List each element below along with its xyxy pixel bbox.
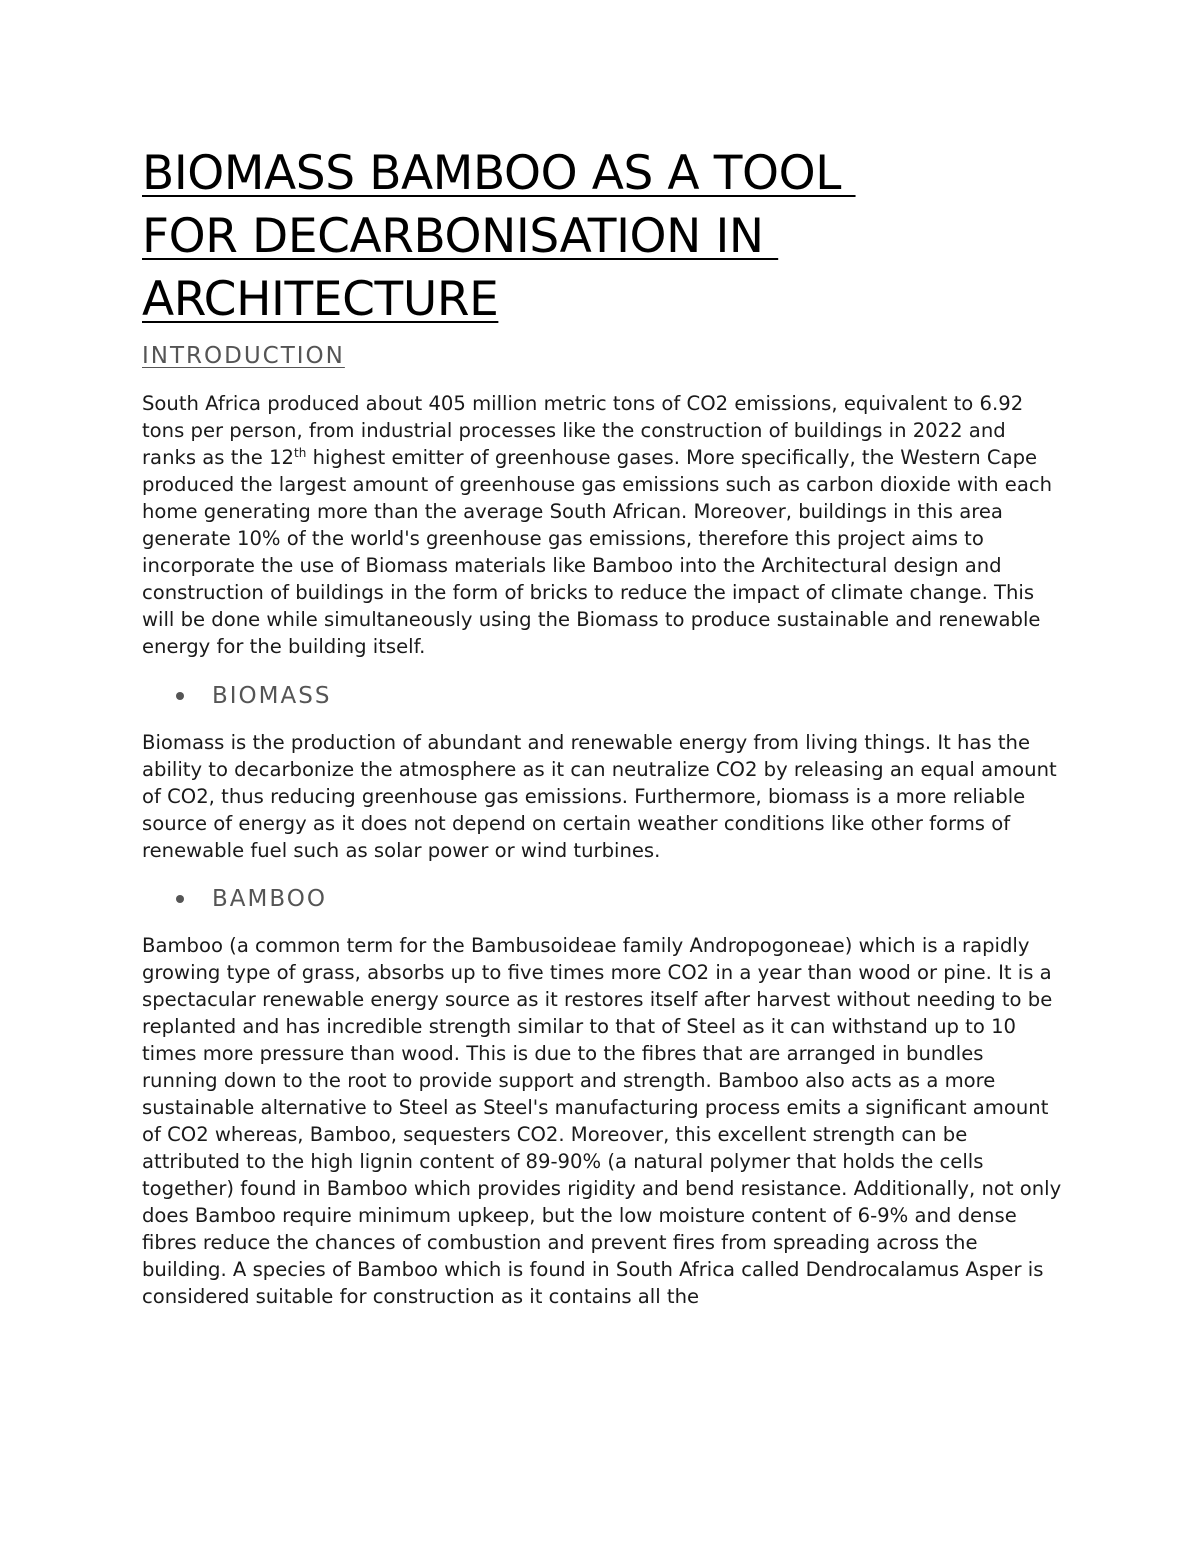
document-title [142, 142, 1062, 331]
bullet-icon [176, 895, 184, 903]
ordinal-superscript: th [294, 446, 307, 460]
biomass-paragraph: Biomass is the production of abundant and renewable energy from living things. It has the ability to decarbonize the atmosphere as it can neutralize CO2 by releasing an equal amount of CO2, thus reducing greenhouse gas emissions. Furthermore, biomass is a more reliable source of energy as it does not depend on certain weather conditions like other forms of renewable fuel such as solar power or wind turbines. [142, 731, 1057, 862]
title-line-1: BIOMASS BAMBOO AS A TOOL [142, 146, 856, 201]
biomass-heading [142, 681, 1062, 711]
introduction-paragraph [142, 390, 1062, 660]
introduction-text-part-1: South Africa produced about 405 million metric tons of CO2 emissions, equivalent to 6.92 tons per person, from industrial processes like the construction of buildings in 2022 and ranks as the 12 [142, 392, 1024, 469]
bamboo-paragraph: Bamboo (a common term for the Bambusoideae family Andropogoneae) which is a rapidly growing type of grass, absorbs up to five times more CO2 in a year than wood or pine. It is a spectacular renewable energy source as it restores itself after harvest without needing to be replanted and has incredible strength similar to that of Steel as it can withstand up to 10 times more pressure than wood. This is due to the fibres that are arranged in bundles running down to the root to provide support and strength. Bamboo also acts as a more sustainable alternative to Steel as Steel's manufacturing process emits a significant amount of CO2 whereas, Bamboo, sequesters CO2. Moreover, this excellent strength can be attributed to the high lignin content of 89-90% (a natural polymer that holds the cells together) found in Bamboo which provides rigidity and bend resistance. Additionally, not only does Bamboo require minimum upkeep, but the low moisture content of 6-9% and dense fibres reduce the chances of combustion and prevent fires from spreading across the building. A species of Bamboo which is found in South Africa called Dendrocalamus Asper is considered suitable for construction as it contains all the [142, 934, 1062, 1308]
document-page [142, 142, 1062, 1310]
introduction-text-part-2: highest emitter of greenhouse gases. More specifically, the Western Cape produced the largest amount of greenhouse gas emissions such as carbon dioxide with each home generating more than the average South African. Moreover, buildings in this area generate 10% of the world's greenhouse gas emissions, therefore this project aims to incorporate the use of Biomass materials like Bamboo into the Architectural design and construction of buildings in the form of bricks to reduce the impact of climate change. This will be done while simultaneously using the Biomass to produce sustainable and renewable energy for the building itself. [142, 446, 1053, 658]
bamboo-heading [142, 884, 1062, 914]
bamboo-heading-label: BAMBOO [212, 886, 327, 912]
biomass-heading-label: BIOMASS [212, 683, 332, 709]
introduction-heading: INTRODUCTION [142, 343, 345, 369]
title-line-2: FOR DECARBONISATION IN [142, 209, 779, 264]
bullet-icon [176, 692, 184, 700]
title-line-3: ARCHITECTURE [142, 272, 499, 327]
